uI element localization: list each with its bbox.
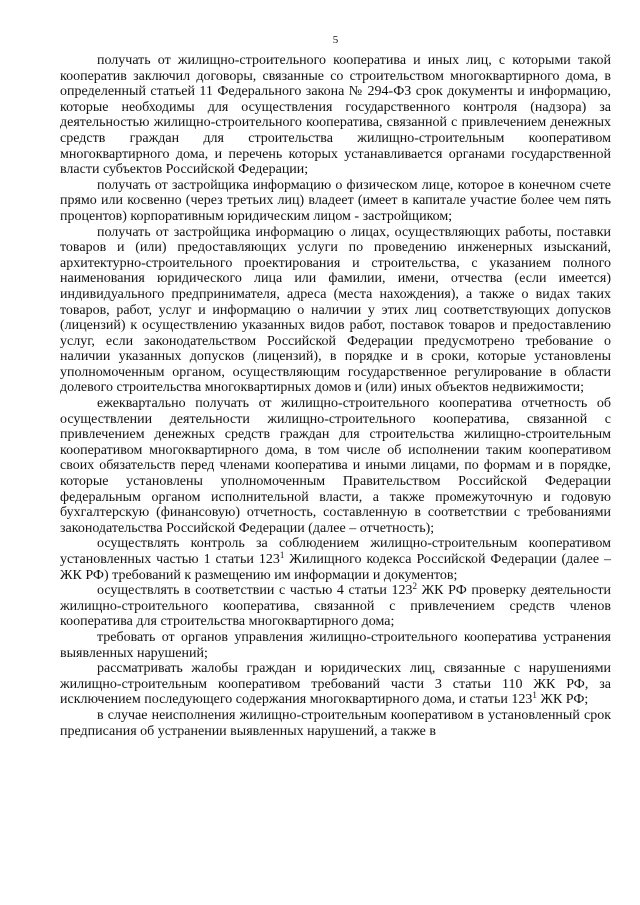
paragraph [60,536,611,583]
superscript: 2 [412,581,418,592]
paragraph-text: ЖК РФ проверку деятельности жилищно-строительного кооператива, связанной с привлечением средств членов кооператива для строительства многоквартирного дома; [60,583,611,630]
paragraph-text: осуществлять в соответствии с частью 4 статьи 123 [97,583,413,599]
paragraph-text: ежеквартально получать от жилищно-строительного кооператива отчетность об осуществлении деятельности жилищно-строительного кооператива, связанной с привлечением денежных средств граждан для строительства жилищно-строительным кооперативом многоквартирного дома, в том числе об исполнении таким кооперативом своих обязательств перед членами кооператива и иными лицами, по формам и в порядке, которые установлены уполномоченным Правительством Российской Федерации федеральным органом исполнительной власти, а также промежуточную и годовую бухгалтерскую (финансовую) отчетность, составленную в соответствии с требованиями законодательства Российской Федерации (далее – отчетность); [60,396,611,536]
paragraph [60,225,611,397]
paragraph-text: получать от застройщика информацию о лицах, осуществляющих работы, поставки товаров и (или) предоставляющих услуги по проведению инженерных изысканий, архитектурно-строительного проектирования и строительства, с указанием полного наименования юридического лица или фамилии, имени, отчества (если имеется) индивидуального предпринимателя, адреса (места нахождения), а также о видах таких товаров, работ, услуг и информацию о наличии у этих лиц соответствующих допусков (лицензий) к осуществлению указанных видов работ, поставок товаров и предоставлению услуг, если законодательством Российской Федерации предусмотрено требование о наличии указанных допусков (лицензий), в порядке и в сроки, которые установлены уполномоченным органом, осуществляющим государственное регулирование в области долевого строительства многоквартирных домов и (или) иных объектов недвижимости; [60,224,611,396]
paragraph-text: ЖК РФ; [536,692,589,708]
paragraph-text: получать от застройщика информацию о физическом лице, которое в конечном счете прямо или косвенно (через третьих лиц) владеет (имеет в капитале участие более чем пять процентов) корпоративным юридическим лицом - застройщиком; [60,177,611,224]
paragraph [60,53,611,178]
paragraph [60,583,611,630]
paragraph-text: в случае неисполнения жилищно-строительным кооперативом в установленный срок предписания об устранении выявленных нарушений, а также в [60,707,611,739]
superscript: 1 [532,690,537,701]
superscript: 1 [279,550,285,560]
paragraph-text: получать от жилищно-строительного кооператива и иных лиц, с которыми такой кооператив заключил договоры, связанные со строительством многоквартирного дома, в определенный статьей 11 Федерального закона № 294-ФЗ срок документы и информацию, которые необходимы для осуществления государственного контроля (надзора) за деятельностью жилищно-строительного кооператива, связанной с привлечением денежных средств граждан для строительства жилищно-строительным кооперативом многоквартирного дома, и перечень которых устанавливается органами государственной власти субъектов Российской Федерации; [60,53,611,178]
paragraph [60,661,611,708]
paragraph-text: рассматривать жалобы граждан и юридических лиц, связанные с нарушениями жилищно-строительным кооперативом требований части 3 статьи 110 ЖК РФ, за исключением последующего содержания многоквартирного дома, и статьи 123 [60,661,611,708]
page-number: 5 [332,34,339,46]
paragraph [60,178,611,225]
document-page [60,34,611,739]
paragraph [60,396,611,536]
paragraph-text: Жилищного кодекса Российской Федерации (далее – ЖК РФ) требований к размещению им информации и документов; [60,552,611,583]
paragraph [60,630,611,661]
document-body [60,53,611,739]
paragraph-text: требовать от органов управления жилищно-строительного кооператива устранения выявленных нарушений; [60,629,611,661]
paragraph-text: осуществлять контроль за соблюдением жилищно-строительным кооперативом установленных частью 1 статьи 123 [60,536,611,567]
paragraph [60,708,611,739]
